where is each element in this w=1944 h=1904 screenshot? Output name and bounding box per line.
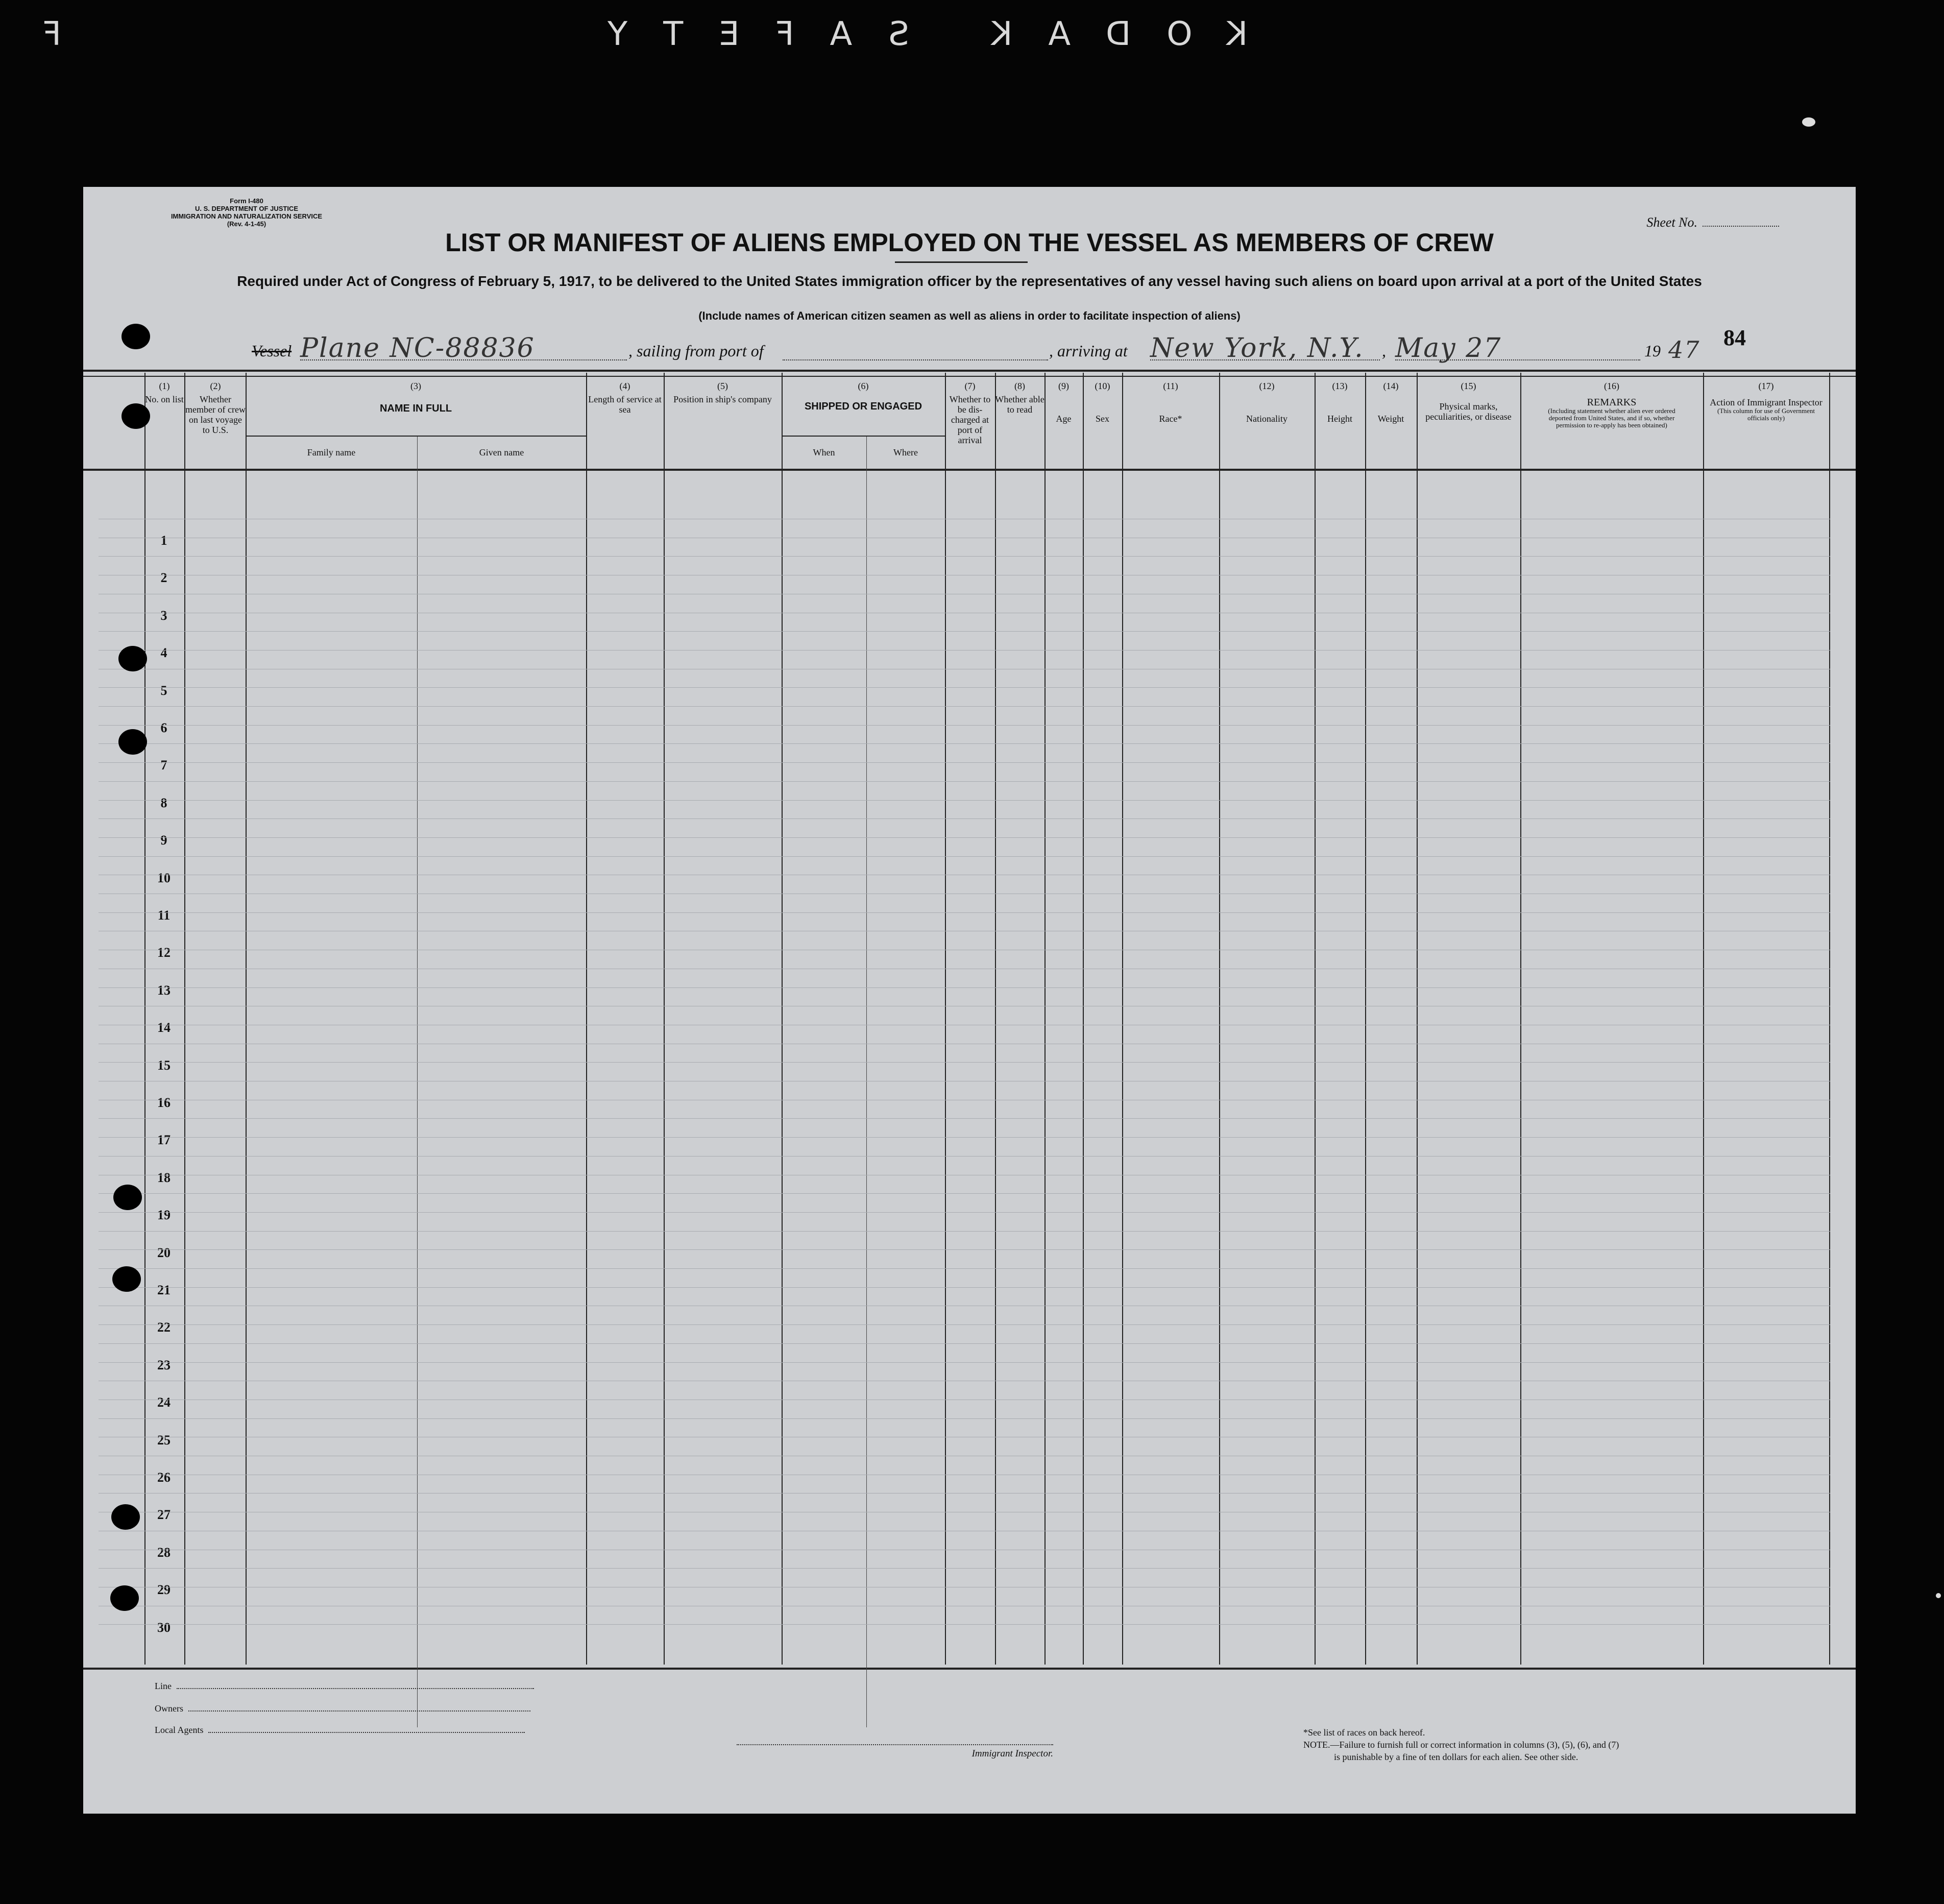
header-bottom-rule bbox=[83, 469, 1856, 471]
form-footer bbox=[83, 1668, 1856, 1811]
row-number: 15 bbox=[157, 1057, 171, 1073]
film-speck bbox=[1802, 117, 1815, 127]
vessel-label: Vessel bbox=[252, 342, 292, 360]
table-row-rule bbox=[99, 1324, 1830, 1325]
row-number: 5 bbox=[160, 683, 167, 698]
vessel-dotline bbox=[300, 359, 627, 360]
row-number: 6 bbox=[160, 720, 167, 735]
table-row-rule bbox=[99, 987, 1830, 988]
table-row-rule bbox=[99, 1193, 1830, 1194]
arrival-date: May 27 bbox=[1395, 333, 1502, 364]
punch-hole bbox=[118, 729, 147, 755]
title-underline bbox=[895, 261, 1028, 263]
punch-hole bbox=[118, 646, 147, 671]
penalty-note-cont: is punishable by a fine of ten dollars for each alien. See other side. bbox=[1334, 1752, 1578, 1762]
table-row-rule bbox=[99, 1249, 1830, 1250]
col-header-when: When bbox=[813, 447, 835, 457]
col-header-4: (4) Length of service at sea bbox=[588, 381, 662, 415]
arriving-port: New York, N.Y. bbox=[1150, 333, 1364, 364]
row-number: 28 bbox=[157, 1545, 171, 1560]
row-number: 27 bbox=[157, 1507, 171, 1523]
punch-hole bbox=[121, 403, 150, 429]
row-number: 4 bbox=[160, 645, 167, 661]
table-row-rule bbox=[99, 725, 1830, 726]
col-header-10: (10) Sex bbox=[1095, 381, 1110, 424]
form-subtitle: Required under Act of Congress of February 5, 1917, to be delivered to the United States immigration officer by the representatives of any vessel having such aliens on board upon arrival at a port of the United States bbox=[237, 273, 1702, 289]
row-number: 18 bbox=[157, 1170, 171, 1185]
date-dotline bbox=[1395, 359, 1640, 360]
row-number: 26 bbox=[157, 1470, 171, 1485]
table-row-rule bbox=[99, 856, 1830, 857]
form-department: U. S. DEPARTMENT OF JUSTICE bbox=[195, 205, 298, 212]
vessel-line: Vessel Plane NC-88836 , sailing from port of , arriving at New York, N.Y. , May 27 19 47 bbox=[252, 333, 1700, 364]
form-service: IMMIGRATION AND NATURALIZATION SERVICE bbox=[171, 212, 323, 220]
punch-hole bbox=[111, 1504, 140, 1530]
arriving-label: , arriving at bbox=[1049, 342, 1128, 360]
arriving-dotline bbox=[1150, 359, 1380, 360]
row-number: 1 bbox=[160, 533, 167, 548]
sailing-label: , sailing from port of bbox=[628, 342, 764, 360]
table-row-rule bbox=[99, 743, 1830, 744]
row-number: 11 bbox=[157, 908, 171, 923]
year-suffix: 47 bbox=[1668, 336, 1700, 364]
name-subheader-rule bbox=[246, 436, 586, 437]
col-header-12: (12) Nationality bbox=[1246, 381, 1287, 424]
punch-hole bbox=[112, 1266, 141, 1292]
table-row-rule bbox=[99, 1624, 1830, 1625]
table-row-rule bbox=[99, 781, 1830, 782]
table-row-rule bbox=[99, 1343, 1830, 1344]
row-number: 19 bbox=[157, 1208, 171, 1223]
punch-hole bbox=[121, 324, 150, 349]
punch-hole bbox=[110, 1585, 139, 1611]
row-number: 2 bbox=[160, 570, 167, 586]
page-stamp-number: 84 bbox=[1723, 325, 1746, 350]
table-row-rule bbox=[99, 1362, 1830, 1363]
table-row-rule bbox=[99, 687, 1830, 688]
table-row-rule bbox=[99, 762, 1830, 763]
table-row-rule bbox=[99, 818, 1830, 819]
race-note: *See list of races on back hereof. bbox=[1303, 1727, 1425, 1738]
row-number: 23 bbox=[157, 1357, 171, 1372]
row-number: 17 bbox=[157, 1132, 171, 1148]
table-row-rule bbox=[99, 1568, 1830, 1569]
form-instruction: (Include names of American citizen seamen as well as aliens in order to facilitate inspection of aliens) bbox=[698, 309, 1241, 322]
row-number: 13 bbox=[157, 982, 171, 998]
col-header-13: (13) Height bbox=[1327, 381, 1352, 424]
sailing-dotline bbox=[783, 359, 1048, 360]
table-row-rule bbox=[99, 1268, 1830, 1269]
table-row-rule bbox=[99, 706, 1830, 707]
row-number: 29 bbox=[157, 1582, 171, 1598]
col-header-14: (14) Weight bbox=[1377, 381, 1404, 424]
row-number: 24 bbox=[157, 1395, 171, 1410]
table-row-rule bbox=[99, 1062, 1830, 1063]
row-number: 16 bbox=[157, 1095, 171, 1110]
col-header-3: (3) NAME IN FULL bbox=[379, 381, 452, 414]
sheet-number-label: Sheet No. bbox=[1646, 215, 1697, 230]
table-row-rule bbox=[99, 1418, 1830, 1419]
shipped-subheader-rule bbox=[782, 436, 945, 437]
penalty-note: NOTE.—Failure to furnish full or correct information in columns (3), (5), (6), and (7) bbox=[1303, 1740, 1619, 1750]
col-header-6: (6) SHIPPED OR ENGAGED bbox=[804, 381, 922, 412]
table-row-rule bbox=[99, 837, 1830, 838]
col-header-7: (7) Whether to be dis-charged at port of arrival bbox=[949, 381, 991, 445]
page-title: LIST OR MANIFEST OF ALIENS EMPLOYED ON THE VESSEL AS MEMBERS OF CREW bbox=[445, 228, 1494, 257]
film-speck bbox=[1936, 1593, 1941, 1598]
row-number: 12 bbox=[157, 945, 171, 960]
row-number: 10 bbox=[157, 870, 171, 885]
col-header-5: (5) Position in ship's company bbox=[673, 381, 772, 404]
table-row-rule bbox=[99, 1118, 1830, 1119]
row-number: 3 bbox=[160, 608, 167, 623]
local-agents-field: Local Agents bbox=[155, 1725, 525, 1736]
col-header-16: (16) REMARKS (Including statement whether alien ever ordered deported from United States, and if so, whether permission to re-apply has been obtained) bbox=[1548, 381, 1675, 429]
sheet-number-line bbox=[1703, 226, 1779, 227]
col-header-2: (2) Whether member of crew on last voyage to U.S. bbox=[185, 381, 246, 435]
footer-note bbox=[1303, 1726, 1619, 1763]
row-number: 8 bbox=[160, 795, 167, 810]
form-identifier bbox=[150, 197, 344, 228]
owners-field: Owners bbox=[155, 1703, 530, 1714]
film-edge-text-left: F bbox=[7, 15, 61, 53]
table-row-rule bbox=[99, 912, 1830, 913]
vessel-name: Plane NC-88836 bbox=[300, 333, 535, 364]
col-header-15: (15) Physical marks, peculiarities, or disease bbox=[1425, 381, 1512, 422]
year-prefix: 19 bbox=[1644, 342, 1661, 360]
inspector-signature: Immigrant Inspector. bbox=[737, 1744, 1053, 1760]
header-top-rule bbox=[83, 376, 1856, 377]
col-header-9: (9) Age bbox=[1056, 381, 1072, 424]
form-number: Form I-480 bbox=[230, 197, 263, 205]
film-edge-text: KODAK SAFETY bbox=[572, 15, 1248, 53]
table-row-rule bbox=[99, 1212, 1830, 1213]
col-header-where: Where bbox=[893, 447, 918, 457]
row-number: 9 bbox=[160, 833, 167, 848]
table-row-rule bbox=[99, 800, 1830, 801]
col-header-11: (11) Race* bbox=[1159, 381, 1182, 424]
row-number: 14 bbox=[157, 1020, 171, 1035]
col-header-given-name: Given name bbox=[479, 447, 524, 457]
table-row-rule bbox=[99, 1137, 1830, 1138]
row-number: 20 bbox=[157, 1245, 171, 1260]
row-number: 7 bbox=[160, 758, 167, 773]
row-number: 25 bbox=[157, 1432, 171, 1448]
punch-hole bbox=[113, 1185, 142, 1210]
col-header-family-name: Family name bbox=[307, 447, 356, 457]
form-revision: (Rev. 4-1-45) bbox=[227, 220, 266, 228]
row-number: 21 bbox=[157, 1283, 171, 1297]
col-header-1: (1) No. on list bbox=[145, 381, 184, 404]
table-row-rule bbox=[99, 631, 1830, 632]
col-header-8: (8) Whether able to read bbox=[995, 381, 1044, 415]
table-row-rule bbox=[99, 1287, 1830, 1288]
line-field: Line bbox=[155, 1681, 534, 1692]
row-number: 30 bbox=[157, 1620, 171, 1635]
row-number: 22 bbox=[157, 1320, 171, 1335]
table-row-rule bbox=[99, 556, 1830, 557]
manifest-sheet bbox=[83, 187, 1856, 1814]
table-row-rule bbox=[99, 1231, 1830, 1232]
col-header-17: (17) Action of Immigrant Inspector (This column for use of Government officials only) bbox=[1710, 381, 1822, 422]
